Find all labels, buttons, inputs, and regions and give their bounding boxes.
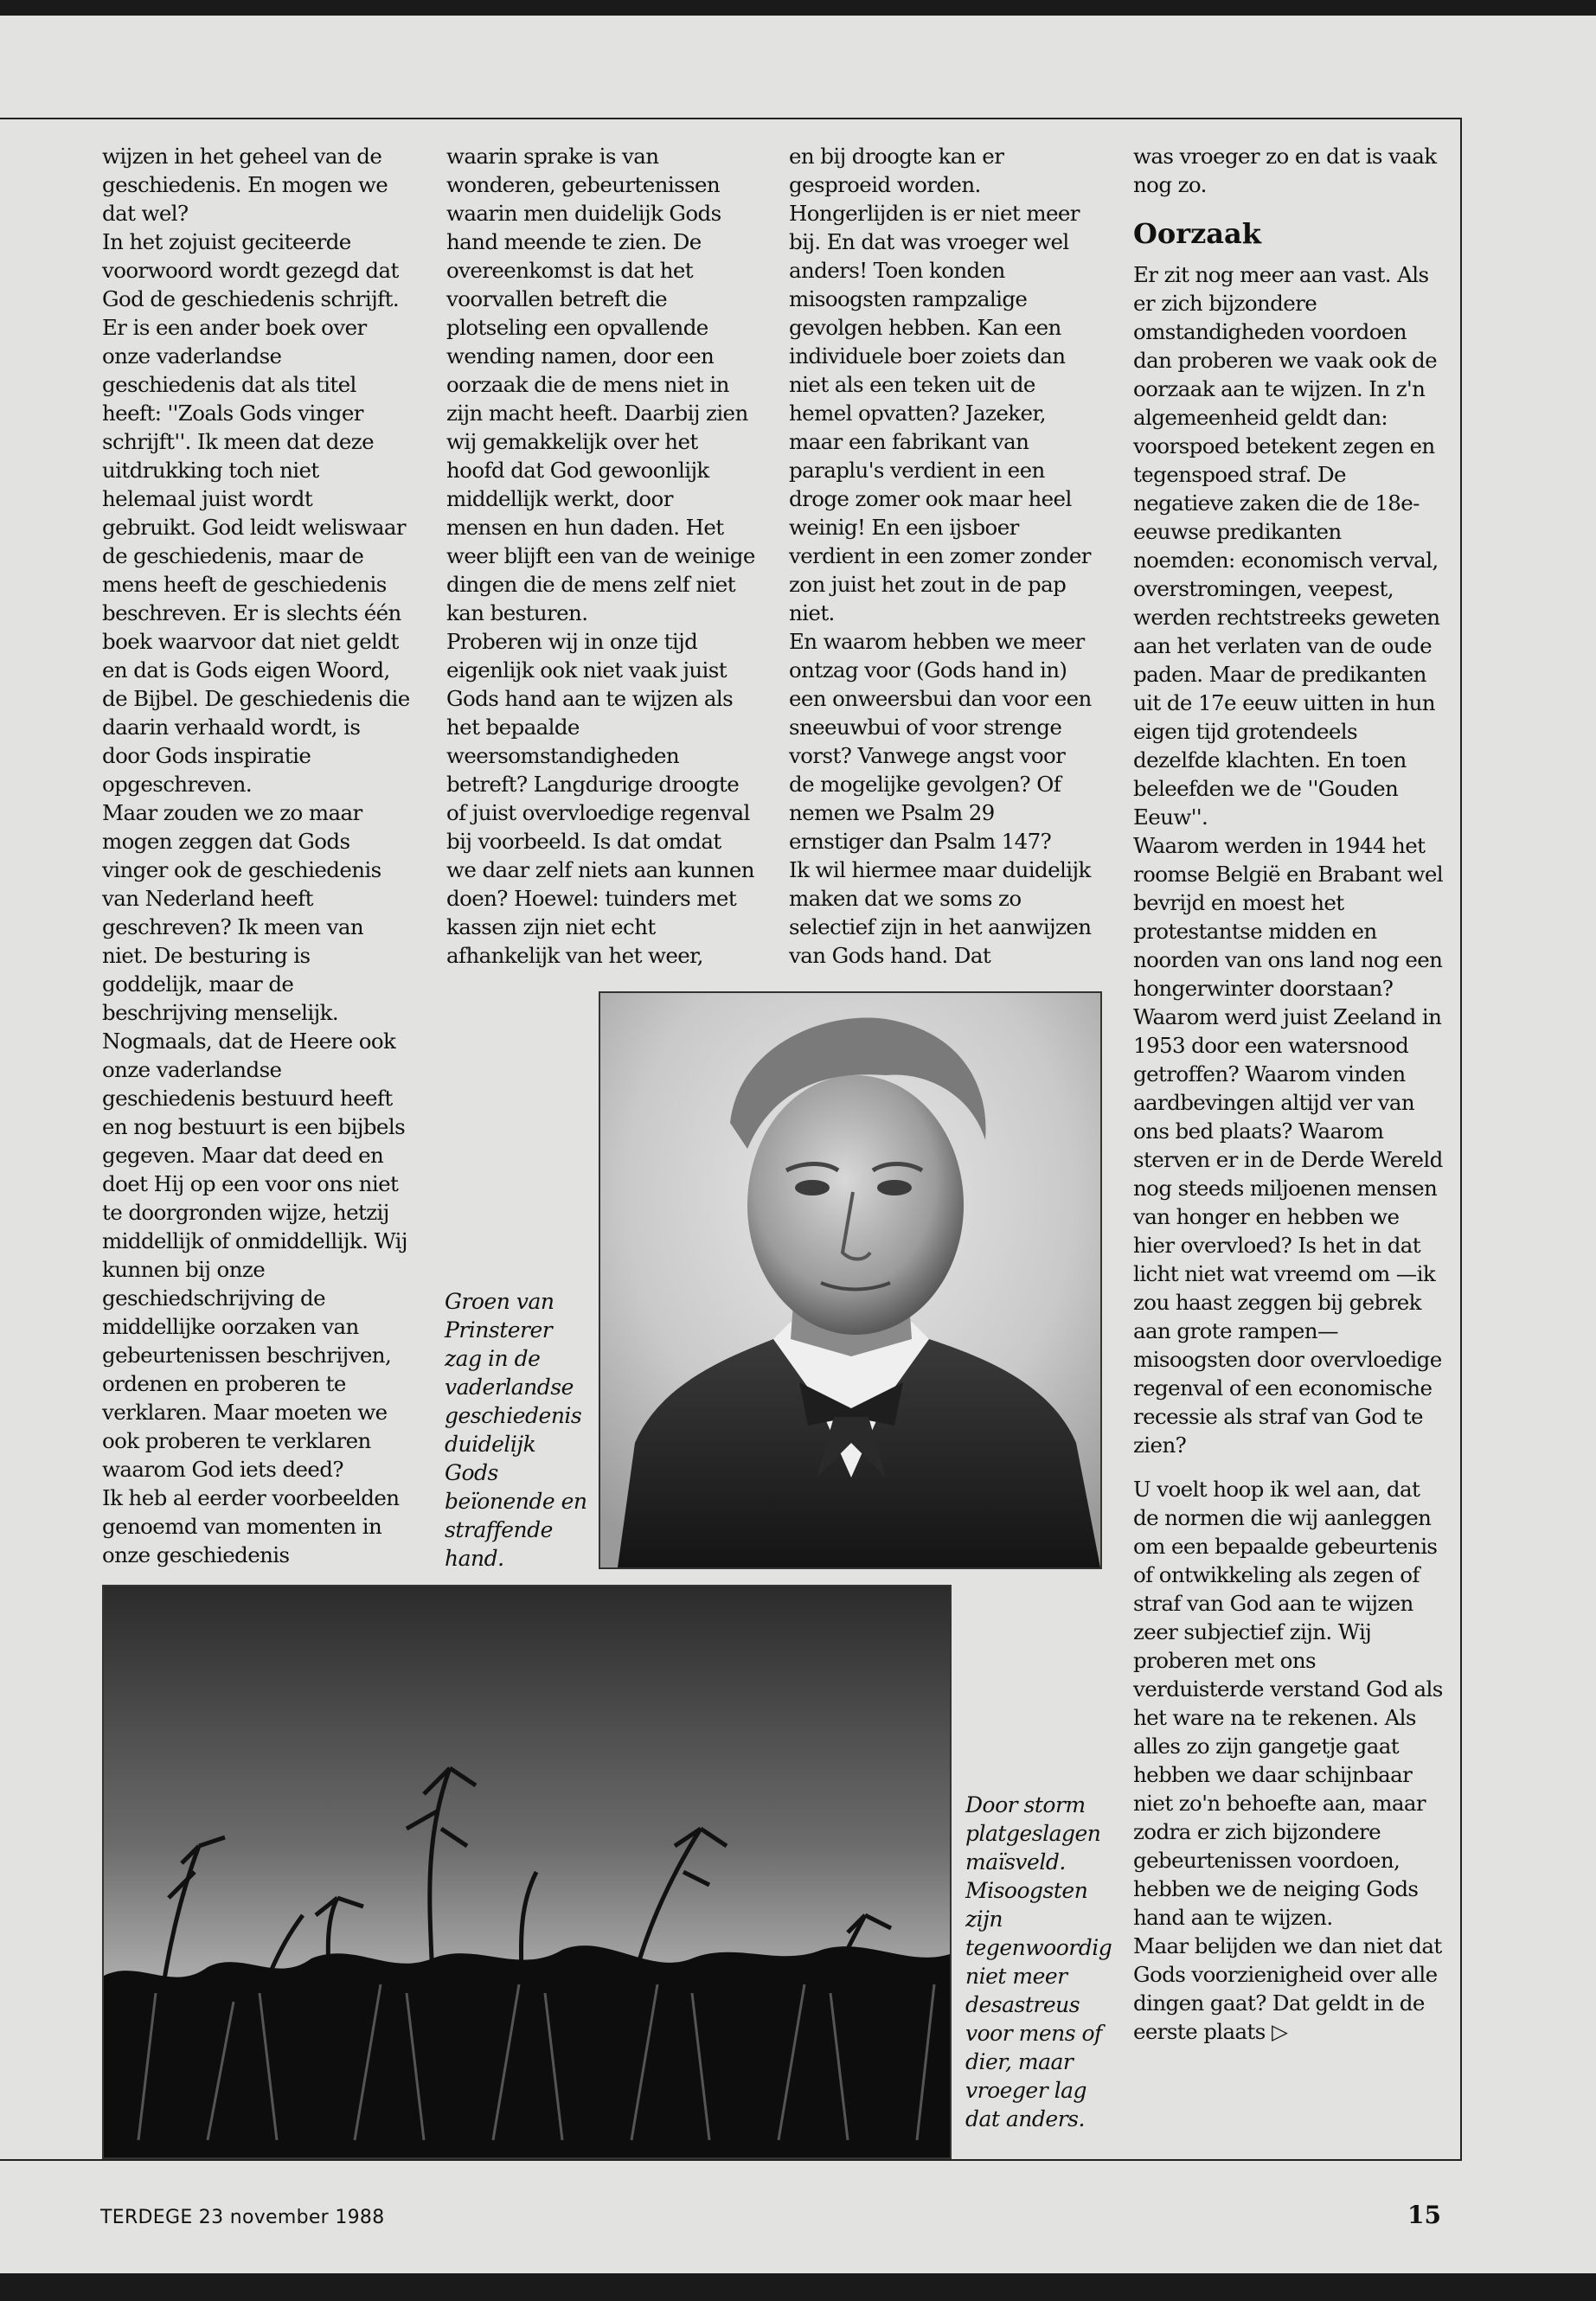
column-4-last-text: Maar belijden we dan niet dat Gods voorzienigheid over alle dingen gaat? Dat geldt in de eerste plaats [1133,1933,1442,2044]
portrait-illustration [600,993,1100,1567]
column-3-paragraph: en bij droogte kan er gesproeid worden. Hongerlijden is er niet meer bij. En dat was vroeger wel anders! Toen konden misoogsten rampzalige gevolgen hebben. Kan een individuele boer zoiets dan niet als een teken uit de hemel opvatten? Jazeker, maar een fabrikant van paraplu's verdient in een droge zomer ook maar heel weinig! En een ijsboer verdient in een zomer zonder zon juist het zout in de pap niet. [789,144,1091,625]
portrait-photo [599,991,1102,1569]
column-1-paragraph: Maar zouden we zo maar mogen zeggen dat Gods vinger ook de geschiedenis van Nederland heeft geschreven? Ik meen van niet. De besturing is goddelijk, maar de beschrijving menselijk. Nogmaals, dat de Heere ook onze vaderlandse geschiedenis bestuurd heeft en nog bestuurt is een bijbels gegeven. Maar dat deed en doet Hij op een voor ons niet te doorgronden wijze, hetzij middellijk of onmiddellijk. Wij kunnen bij onze geschiedschrijving de middellijke oorzaken van gebeurtenissen beschrijven, ordenen en proberen te verklaren. Maar moeten we ook proberen te verklaren waarom God iets deed? [102,800,407,1482]
magazine-page [0,16,1596,2273]
column-4-paragraph: U voelt hoop ik wel aan, dat de normen die wij aanleggen om een bepaalde gebeurtenis of ontwikkeling als zegen of straf van God aan te wijzen zeer subjectief zijn. Wij proberen met ons verduisterde verstand God als het ware na te rekenen. Als alles zo zijn gangetje gaat hebben we daar schijnbaar niet zo'n behoefte aan, maar zodra er zich bijzondere gebeurtenissen voordoen, hebben we de neiging Gods hand aan te wijzen. [1133,1477,1443,1930]
cornfield-caption: Door storm platgeslagen maïsveld. Misoogsten zijn tegenwoordig niet meer desastreus voor mens of dier, maar vroeger lag dat anders. [965,1792,1112,2131]
column-4-paragraph [1133,1932,1445,2046]
paragraph-gap [1133,1459,1445,1475]
column-2-paragraph: Proberen wij in onze tijd eigenlijk ook niet vaak juist Gods hand aan te wijzen als het bepaalde weersomstandigheden betreft? Langdurige droogte of juist overvloedige regenval bij voorbeeld. Is dat omdat we daar zelf niets aan kunnen doen? Hoewel: tuinders met kassen zijn niet echt afhankelijk van het weer, [446,629,754,968]
column-3-paragraph: En waarom hebben we meer ontzag voor (Gods hand in) een onweersbui dan voor een sneeuwbui of voor strenge vorst? Vanwege angst voor de mogelijke gevolgen? Of nemen we Psalm 29 ernstiger dan Psalm 147? [789,629,1092,854]
column-3 [789,142,1093,970]
cornfield-photo [102,1585,952,2159]
continue-arrow-icon: ▷ [1271,2019,1288,2044]
column-4-intro: was vroeger zo en dat is vaak nog zo. [1133,144,1437,197]
column-1 [102,142,410,1569]
cornfield-illustration [104,1586,950,2157]
magazine-footer: TERDEGE 23 november 1988 [100,2207,385,2228]
section-heading: Oorzaak [1133,217,1261,250]
column-1-paragraph: wijzen in het geheel van de geschiedenis. En mogen we dat wel? [102,144,388,226]
column-1-paragraph: Ik heb al eerder voorbeelden genoemd van momenten in onze geschiedenis [102,1485,400,1567]
column-4 [1133,142,1445,2046]
page-number: 15 [1407,2201,1441,2229]
column-1-paragraph: In het zojuist geciteerde voorwoord wordt gezegd dat God de geschiedenis schrijft. Er is een ander boek over onze vaderlandse geschiedenis dat als titel heeft: ''Zoals Gods vinger schrijft''. Ik meen dat deze uitdrukking toch niet helemaal juist wordt gebruikt. God leidt weliswaar de geschiedenis, maar de mens heeft de geschiedenis beschreven. Er is slechts één boek waarvoor dat niet geldt en dat is Gods eigen Woord, de Bijbel. De geschiedenis die daarin verhaald wordt, is door Gods inspiratie opgeschreven. [102,229,410,797]
column-3-paragraph: Ik wil hiermee maar duidelijk maken dat we soms zo selectief zijn in het aanwijzen van Gods hand. Dat [789,857,1092,968]
column-2 [446,142,756,970]
column-2-paragraph: waarin sprake is van wonderen, gebeurtenissen waarin men duidelijk Gods hand meende te zien. De overeenkomst is dat het voorvallen betreft die plotseling een opvallende wending namen, door een oorzaak die de mens niet in zijn macht heeft. Daarbij zien wij gemakkelijk over het hoofd dat God gewoonlijk middellijk werkt, door mensen en hun daden. Het weer blijft een van de weinige dingen die de mens zelf niet kan besturen. [446,144,755,625]
column-4-paragraph: Er zit nog meer aan vast. Als er zich bijzondere omstandigheden voordoen dan proberen we vaak ook de oorzaak aan te wijzen. In z'n algemeenheid geldt dan: voorspoed betekent zegen en tegenspoed straf. De negatieve zaken die de 18e-eeuwse predikanten noemden: economisch verval, overstromingen, veepest, werden rechtstreeks geweten aan het verlaten van de oude paden. Maar de predikanten uit de 17e eeuw uitten in hun eigen tijd grotendeels dezelfde klachten. En toen beleefden we de ''Gouden Eeuw''. [1133,262,1440,830]
column-4-paragraph: Waarom werden in 1944 het roomse België en Brabant wel bevrijd en moest het protestantse midden en noorden van ons land nog een hongerwinter doorstaan? Waarom werd juist Zeeland in 1953 door een watersnood getroffen? Waarom vinden aardbevingen altijd ver van ons bed plaats? Waarom sterven er in de Derde Wereld nog steeds miljoenen mensen van honger en hebben we hier overvloed? Is het in dat licht niet wat vreemd om —ik zou haast zeggen bij gebrek aan grote rampen— misoogsten door overvloedige regenval of een economische recessie als straf van God te zien? [1133,833,1444,1458]
portrait-caption: Groen van Prinsterer zag in de vaderlandse geschiedenis duidelijk Gods beïonende en straffende hand. [445,1289,587,1571]
